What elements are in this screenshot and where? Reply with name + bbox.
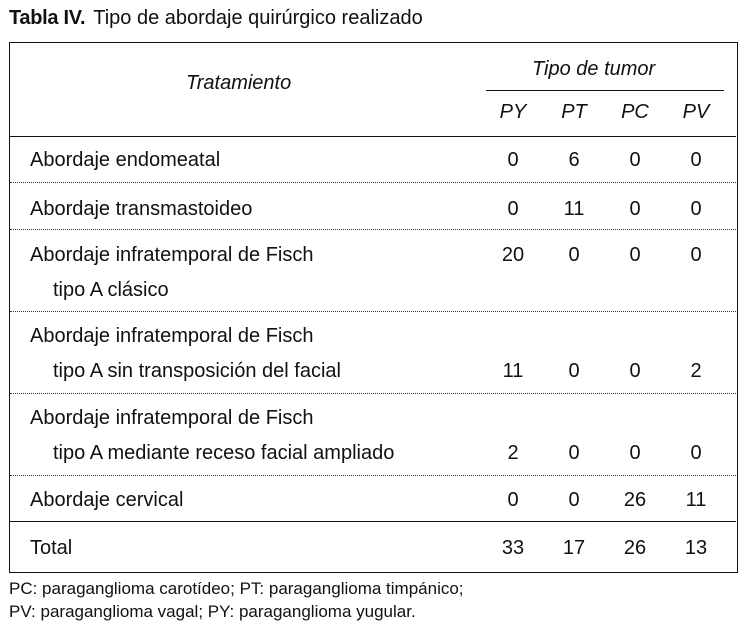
col-header-pc: PC: [621, 101, 649, 123]
header-tumor-type: Tipo de tumor: [532, 58, 656, 80]
row-label: Abordaje infratemporal de Fisch: [30, 244, 314, 266]
total-pt: 17: [562, 537, 586, 559]
cell-py: 2: [507, 442, 519, 464]
col-header-py: PY: [499, 101, 527, 123]
cell-py: 0: [507, 489, 519, 511]
cell-pc: 26: [623, 489, 647, 511]
cell-pt: 6: [568, 149, 580, 171]
row-label-continued: tipo A sin transposición del facial: [53, 360, 341, 382]
row-label-continued: tipo A mediante receso facial ampliado: [53, 442, 395, 464]
row-label: Abordaje cervical: [30, 489, 184, 511]
cell-py: 0: [507, 198, 519, 220]
caption-label: Tabla IV.: [9, 7, 86, 29]
row-label: Abordaje transmastoideo: [30, 198, 253, 220]
cell-pv: 11: [685, 489, 707, 511]
cell-pt: 11: [563, 198, 585, 220]
total-label: Total: [30, 537, 73, 559]
col-header-pt: PT: [561, 101, 587, 123]
cell-pv: 2: [690, 360, 702, 382]
total-divider: [10, 521, 736, 522]
row-label: Abordaje endomeatal: [30, 149, 221, 171]
cell-pv: 0: [690, 198, 702, 220]
row-divider: [10, 475, 736, 476]
row-label-continued: tipo A clásico: [53, 279, 169, 301]
table-caption: [9, 7, 423, 30]
cell-py: 11: [502, 360, 524, 382]
cell-pc: 0: [629, 360, 641, 382]
caption-text: Tipo de abordaje quirúrgico realizado: [93, 7, 423, 29]
header-divider: [10, 136, 736, 137]
cell-pt: 0: [568, 360, 580, 382]
surgical-approach-table: [9, 42, 738, 573]
total-py: 33: [501, 537, 525, 559]
total-pv: 13: [684, 537, 708, 559]
row-divider: [10, 393, 736, 394]
cell-pv: 0: [690, 149, 702, 171]
cell-pv: 0: [690, 442, 702, 464]
footnote-line: PV: paraganglioma vagal; PY: paraganglioma yugular.: [9, 602, 416, 621]
cell-pt: 0: [568, 244, 580, 266]
total-pc: 26: [623, 537, 647, 559]
row-label: Abordaje infratemporal de Fisch: [30, 325, 314, 347]
cell-pc: 0: [629, 244, 641, 266]
tumor-type-rule: [486, 90, 724, 91]
col-header-pv: PV: [682, 101, 710, 123]
row-label: Abordaje infratemporal de Fisch: [30, 407, 314, 429]
row-divider: [10, 311, 736, 312]
cell-py: 20: [501, 244, 525, 266]
cell-pt: 0: [568, 489, 580, 511]
footnote-line: PC: paraganglioma carotídeo; PT: paraganglioma timpánico;: [9, 579, 464, 598]
cell-py: 0: [507, 149, 519, 171]
cell-pt: 0: [568, 442, 580, 464]
cell-pc: 0: [629, 149, 641, 171]
cell-pc: 0: [629, 198, 641, 220]
row-divider: [10, 229, 736, 230]
row-divider: [10, 182, 736, 183]
cell-pv: 0: [690, 244, 702, 266]
header-treatment: Tratamiento: [186, 72, 292, 94]
cell-pc: 0: [629, 442, 641, 464]
